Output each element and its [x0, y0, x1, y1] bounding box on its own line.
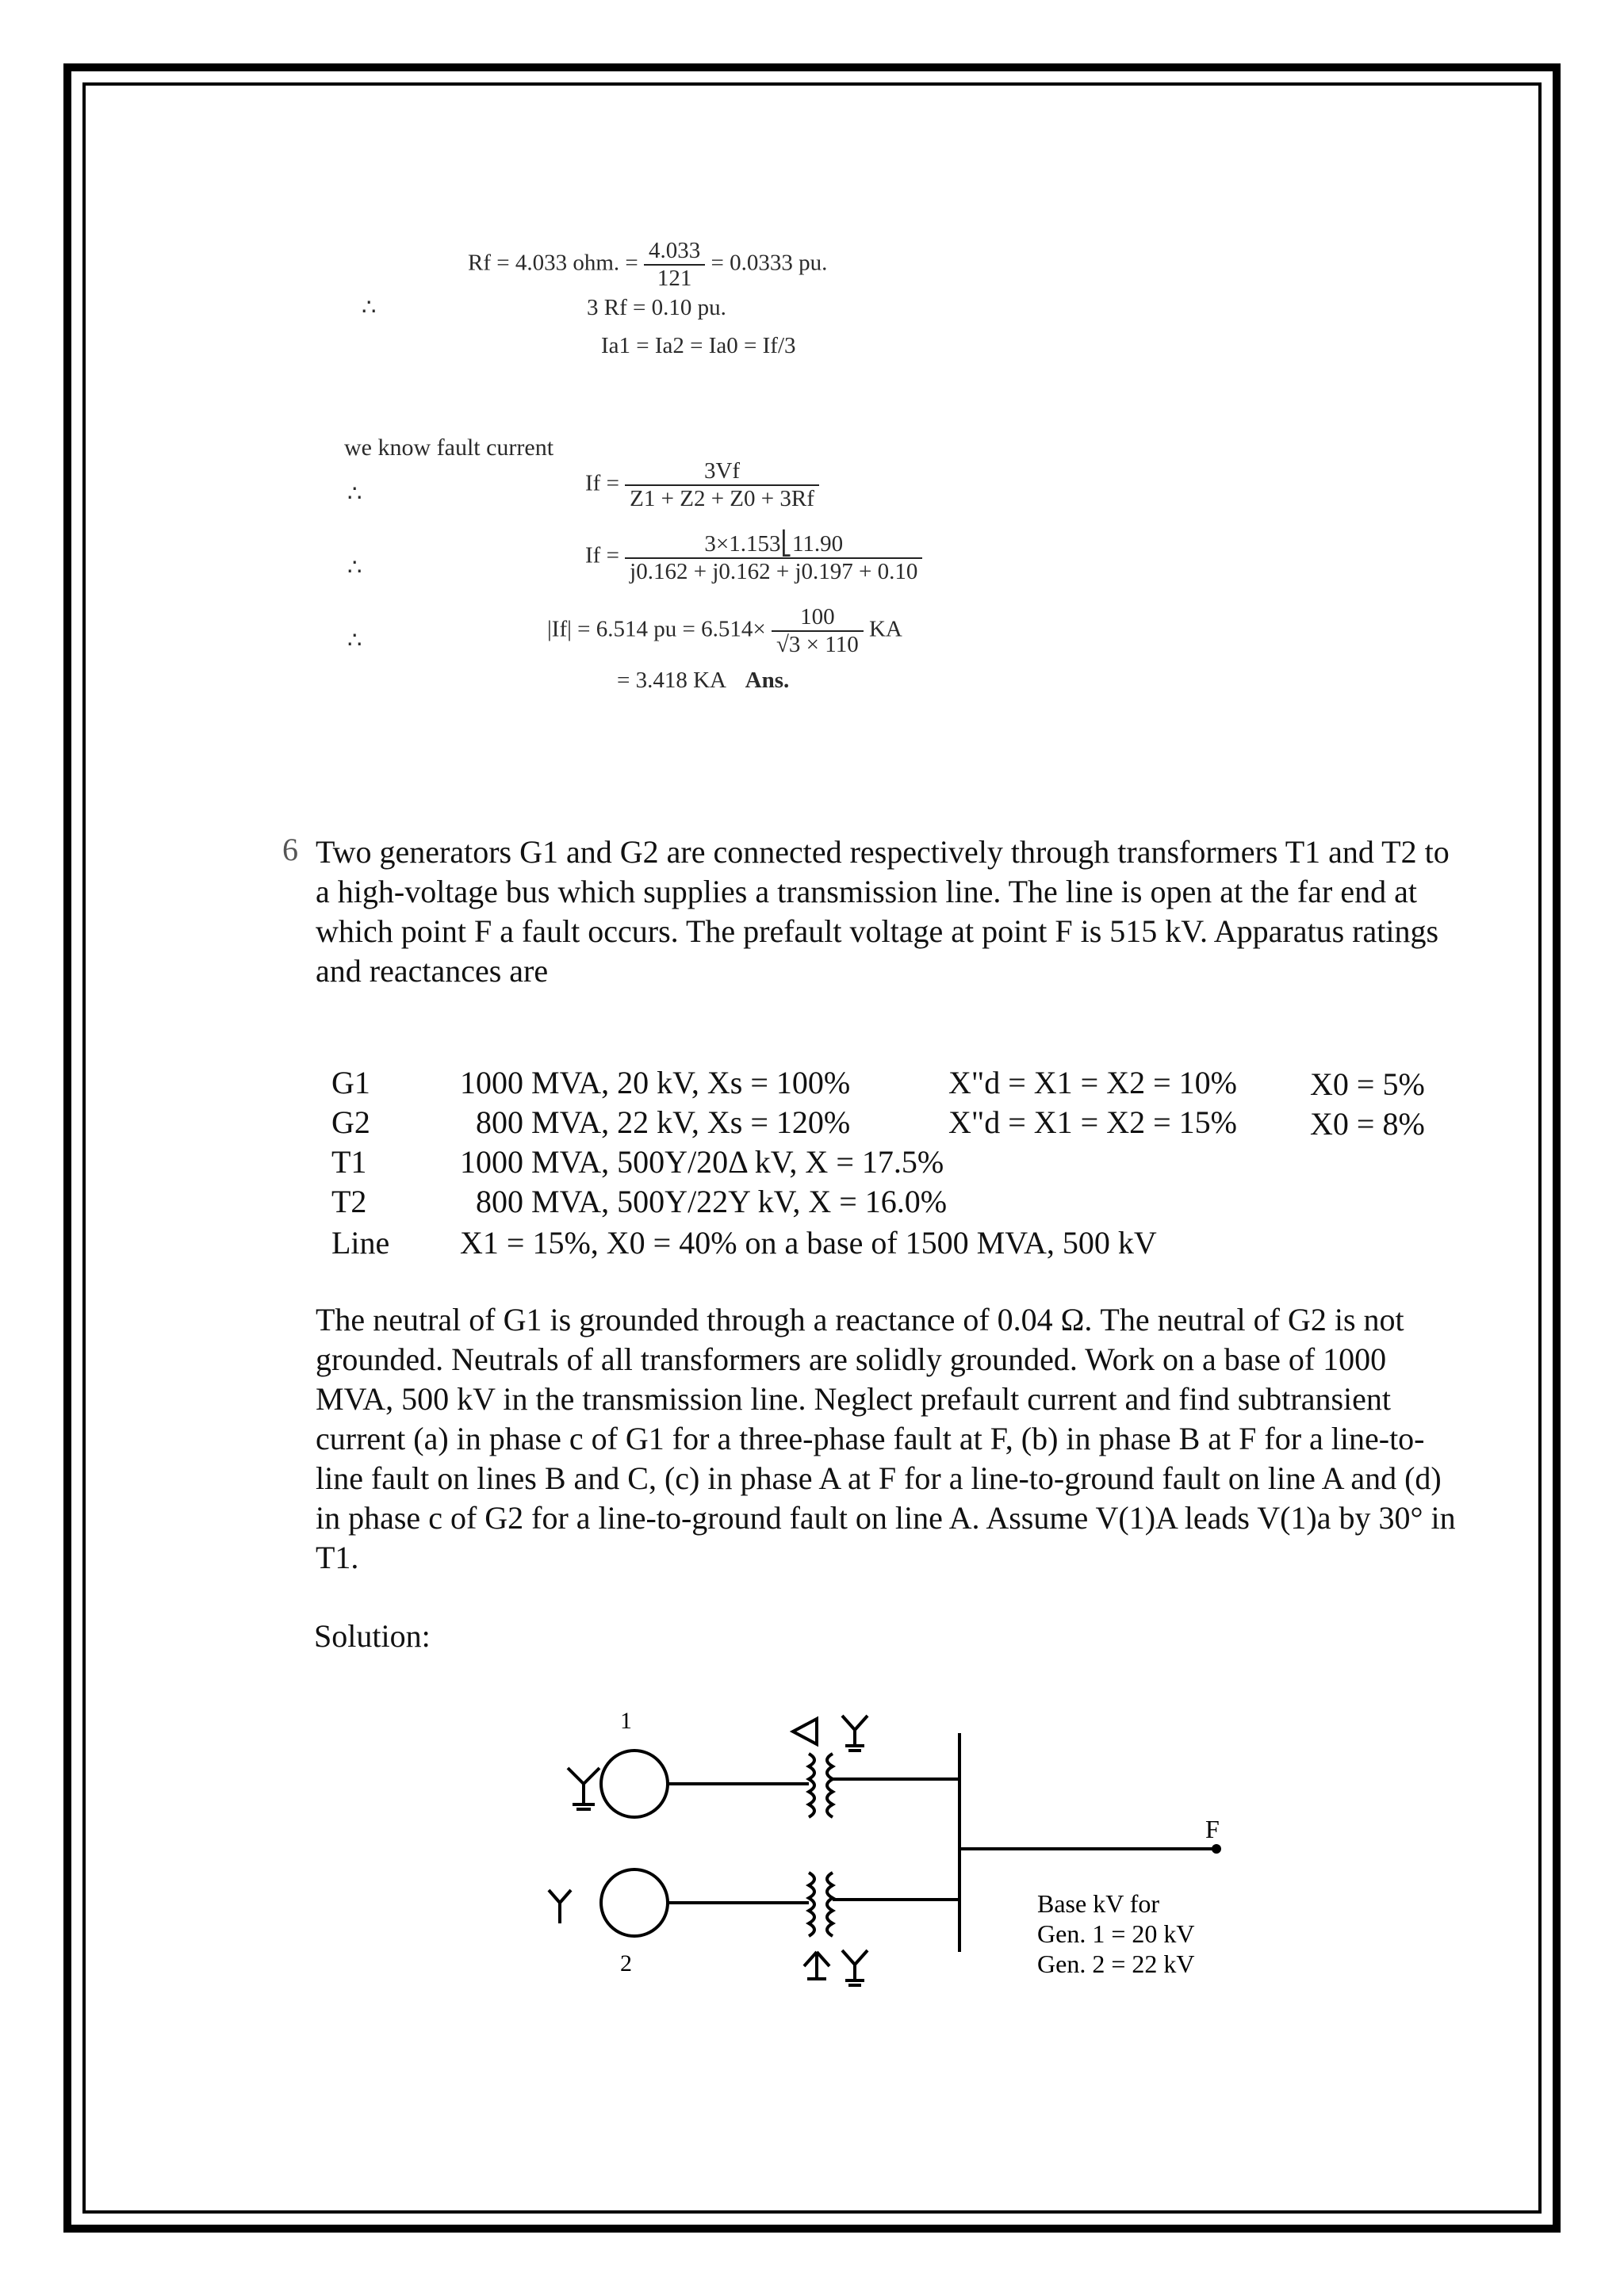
rating-row-name: T1 — [331, 1144, 367, 1180]
rating-row-spec: 800 MVA, 22 kV, Xs = 120% — [476, 1104, 851, 1140]
gen2-label: 2 — [620, 1950, 632, 1976]
fault-point-marker — [1212, 1844, 1221, 1854]
one-line-diagram — [476, 1665, 1316, 2030]
therefore-symbol-4: ∴ — [347, 628, 362, 653]
we-know-text: we know fault current — [344, 434, 554, 461]
gen1-label: 1 — [620, 1708, 632, 1734]
transformer-1-coils-icon — [809, 1754, 833, 1817]
base-kv-gen1: Gen. 1 = 20 kV — [1037, 1919, 1195, 1948]
fault-current-substituted — [585, 530, 922, 585]
three-rf-line: 3 Rf = 0.10 pu. — [587, 295, 726, 320]
if2-fraction-denominator: j0.162 + j0.162 + j0.197 + 0.10 — [630, 559, 918, 584]
sequence-currents-line: Ia1 = Ia2 = Ia0 = If/3 — [601, 333, 796, 358]
mag-fraction-denominator: √3 × 110 — [776, 632, 859, 657]
if2-fraction — [625, 530, 922, 585]
mag-fraction-numerator: 100 — [772, 604, 864, 632]
transformer-2-coils-icon — [809, 1873, 833, 1936]
fault-current-formula — [585, 458, 819, 512]
rating-row-spec: 800 MVA, 500Y/22Y kV, X = 16.0% — [476, 1184, 948, 1219]
rating-row-name: Line — [331, 1225, 390, 1261]
base-kv-title: Base kV for — [1037, 1889, 1160, 1918]
rating-row-name: G2 — [331, 1104, 370, 1140]
ans-label: Ans. — [745, 668, 790, 693]
base-kv-gen2: Gen. 2 = 22 kV — [1037, 1950, 1195, 1978]
if2-lhs: If = — [585, 542, 619, 568]
if2-fraction-numerator: 3×1.153⎣11.90 — [625, 530, 922, 559]
rating-row-x0: X0 = 5% — [1310, 1066, 1425, 1102]
if-fraction-numerator: 3Vf — [625, 458, 819, 486]
mag-unit: KA — [868, 616, 902, 642]
rf-fraction-denominator: 121 — [657, 266, 692, 291]
gen1-grounded-wye-icon — [568, 1768, 599, 1809]
gen2-wye-icon — [549, 1890, 571, 1923]
mag-lhs: |If| = 6.514 pu = 6.514× — [547, 616, 766, 642]
generator-1-circle — [601, 1751, 668, 1817]
rating-row-name: T2 — [331, 1184, 367, 1219]
rf-lhs: Rf = 4.033 ohm. = — [468, 250, 638, 276]
generator-2-circle — [601, 1869, 668, 1936]
therefore-symbol-2: ∴ — [347, 481, 362, 507]
fault-current-magnitude — [547, 604, 902, 658]
rating-row-xd: X"d = X1 = X2 = 15% — [948, 1104, 1237, 1140]
problem-paragraph-2: The neutral of G1 is grounded through a reactance of 0.04 Ω. The neutral of G2 is not grounded. Neutrals of all transformers are solidly grounded. Work on a base of 1000 MVA, 500 kV in the transmission line. Neglect prefault current and find subtransient current (a) in phase c of G1 for a three-phase fault at F, (b) in phase B at F for a line-to-line fault on lines B and C, (c) in phase A at F for a line-to-ground fault on line A and (d) in phase c of G2 for a line-to-ground fault on line A. Assume V(1)A leads V(1)a by 30° in T1. — [316, 1302, 1456, 1575]
rating-row-name: G1 — [331, 1065, 370, 1100]
fault-label: F — [1205, 1815, 1220, 1843]
therefore-symbol-3: ∴ — [347, 555, 362, 580]
problem-number: 6 — [282, 832, 298, 867]
if-lhs: If = — [585, 470, 619, 496]
rf-equation — [468, 238, 827, 292]
mag-fraction — [772, 604, 864, 658]
rating-row-spec: 1000 MVA, 500Y/20Δ kV, X = 17.5% — [460, 1144, 944, 1180]
delta-symbol-icon — [793, 1719, 817, 1744]
rating-row-spec: X1 = 15%, X0 = 40% on a base of 1500 MVA, 500 kV — [460, 1225, 1157, 1261]
rating-row-spec: 1000 MVA, 20 kV, Xs = 100% — [460, 1065, 851, 1100]
rating-row-xd: X"d = X1 = X2 = 10% — [948, 1065, 1237, 1100]
t2-grounded-wye-right-icon — [842, 1950, 868, 1985]
final-result — [617, 668, 789, 694]
if-fraction — [625, 458, 819, 512]
rf-result: = 0.0333 pu. — [710, 250, 828, 276]
t1-grounded-wye-icon — [842, 1716, 868, 1751]
t2-grounded-wye-left-icon — [804, 1952, 829, 1979]
result-value: = 3.418 KA — [617, 668, 726, 693]
rf-fraction-numerator: 4.033 — [644, 238, 705, 266]
rf-fraction — [644, 238, 705, 292]
rating-row-x0: X0 = 8% — [1310, 1106, 1425, 1142]
problem-paragraph-1: Two generators G1 and G2 are connected respectively through transformers T1 and T2 to a high-voltage bus which supplies a transmission line. The line is open at the far end at which point F a fault occurs. The prefault voltage at point F is 515 kV. Apparatus ratings and reactances are — [316, 834, 1450, 989]
solution-label: Solution: — [314, 1618, 431, 1654]
if-fraction-denominator: Z1 + Z2 + Z0 + 3Rf — [630, 486, 814, 511]
therefore-symbol-1: ∴ — [362, 295, 377, 320]
